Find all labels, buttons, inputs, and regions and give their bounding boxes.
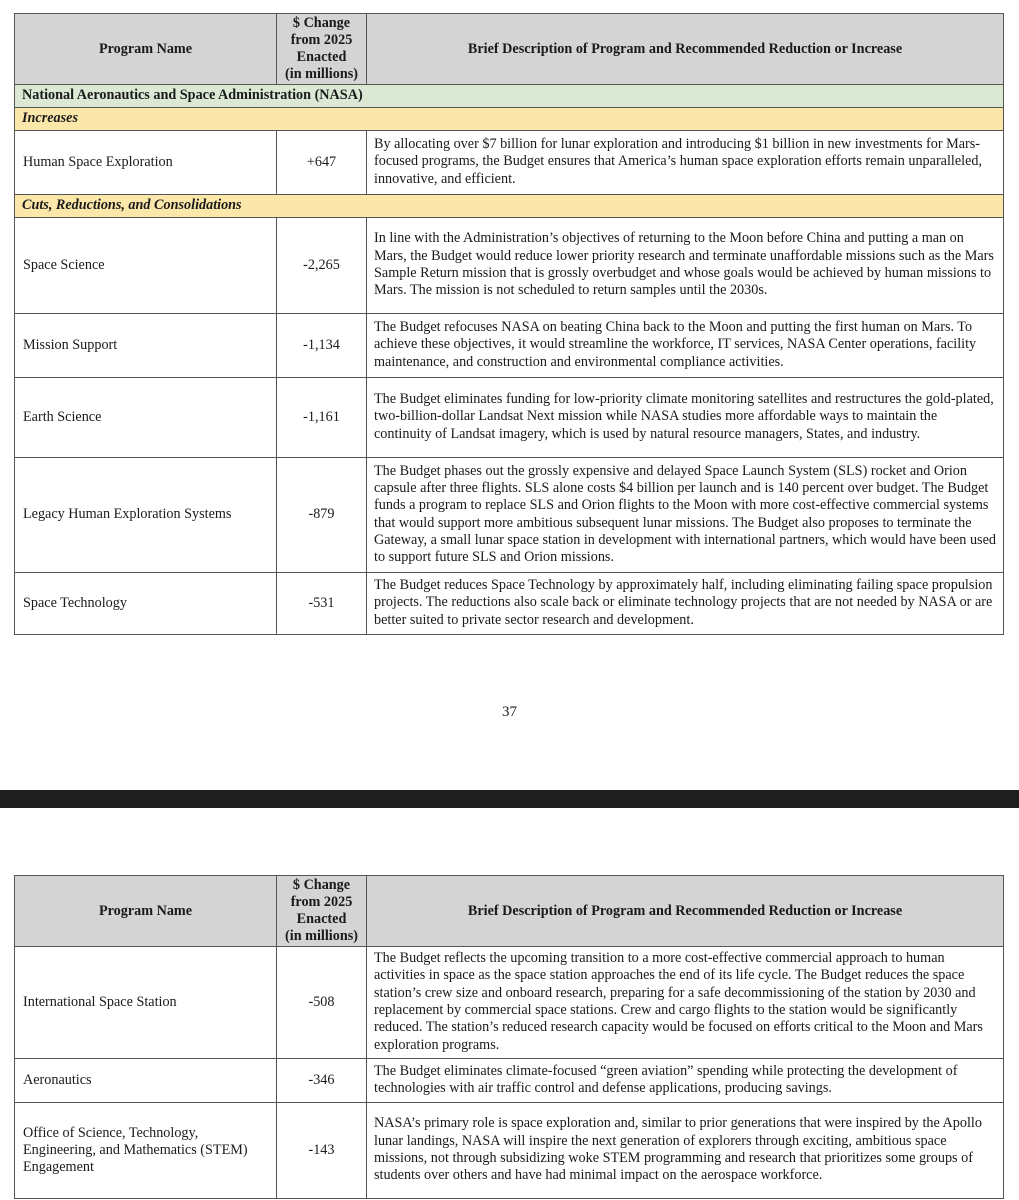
section-label-increases: Increases	[15, 108, 1004, 131]
table-row	[15, 131, 1004, 195]
table-row	[15, 458, 1004, 573]
description-cell: In line with the Administration’s objectives of returning to the Moon before China and putting a man on Mars, the Budget would reduce lower priority research and terminate unaffordable missions such as the Mars Sample Return mission that is grossly overbudget and whose goals would be achieved by human missions to Mars. The mission is not scheduled to return samples until the 2030s.	[367, 218, 1004, 314]
description-header: Brief Description of Program and Recommended Reduction or Increase	[367, 876, 1004, 947]
change-cell: -879	[277, 458, 367, 573]
change-cell: +647	[277, 131, 367, 195]
description-cell: The Budget reduces Space Technology by approximately half, including eliminating failing space propulsion projects. The reductions also scale back or eliminate technology projects that are not needed by NASA or are better suited to private sector research and development.	[367, 573, 1004, 635]
table-row	[15, 947, 1004, 1059]
change-header-line: $ Change	[292, 877, 351, 893]
program-name-cell: Mission Support	[15, 314, 277, 378]
change-cell: -1,134	[277, 314, 367, 378]
table-row	[15, 314, 1004, 378]
table-row	[15, 378, 1004, 458]
section-row-increases	[15, 108, 1004, 131]
table-row	[15, 218, 1004, 314]
change-header	[277, 876, 367, 947]
budget-table-page-37	[14, 13, 1004, 635]
description-cell: By allocating over $7 billion for lunar exploration and introducing $1 billion in new investments for Mars-focused programs, the Budget ensures that America’s human space exploration efforts remain unparalleled, innovative, and efficient.	[367, 131, 1004, 195]
description-header: Brief Description of Program and Recommended Reduction or Increase	[367, 14, 1004, 85]
change-header-line: from 2025	[290, 894, 353, 910]
table-row	[15, 1059, 1004, 1103]
description-cell: NASA’s primary role is space exploration and, similar to prior generations that were inspired by the Apollo lunar landings, NASA will inspire the next generation of explorers through exciting, ambitious space missions, not through subsidizing woke STEM programming and research that prioritizes some groups of students over others and have had minimal impact on the aerospace workforce.	[367, 1103, 1004, 1199]
description-cell: The Budget eliminates funding for low-priority climate monitoring satellites and restructures the gold-plated, two-billion-dollar Landsat Next mission while NASA studies more affordable ways to maintain the continuity of Landsat imagery, which is used by natural resource managers, States, and industry.	[367, 378, 1004, 458]
page-number: 37	[502, 704, 517, 720]
change-cell: -143	[277, 1103, 367, 1199]
program-name-header: Program Name	[15, 14, 277, 85]
change-cell: -1,161	[277, 378, 367, 458]
section-label-cuts: Cuts, Reductions, and Consolidations	[15, 195, 1004, 218]
agency-row	[15, 85, 1004, 108]
change-header-line: from 2025	[290, 32, 353, 48]
agency-title: National Aeronautics and Space Administration (NASA)	[15, 85, 1004, 108]
description-cell: The Budget phases out the grossly expensive and delayed Space Launch System (SLS) rocket and Orion capsule after three flights. SLS alone costs $4 billion per launch and is 140 percent over budget. The Budget funds a program to replace SLS and Orion flights to the Moon with more cost-effective commercial systems that would support more ambitious subsequent lunar missions. The Budget also proposes to terminate the Gateway, a small lunar space station in development with international partners, which would have been used to support future SLS and Orion missions.	[367, 458, 1004, 573]
program-name-cell: Aeronautics	[15, 1059, 277, 1103]
table-row	[15, 1103, 1004, 1199]
table-header-row	[15, 876, 1004, 947]
description-cell: The Budget refocuses NASA on beating China back to the Moon and putting the first human on Mars. To achieve these objectives, it would streamline the workforce, IT services, NASA Center operations, facility maintenance, and construction and environmental compliance activities.	[367, 314, 1004, 378]
program-name-header: Program Name	[15, 876, 277, 947]
change-cell: -531	[277, 573, 367, 635]
table-header-row	[15, 14, 1004, 85]
program-name-cell: Human Space Exploration	[15, 131, 277, 195]
program-name-cell: Earth Science	[15, 378, 277, 458]
program-name-cell: Space Science	[15, 218, 277, 314]
description-cell: The Budget eliminates climate-focused “green aviation” spending while protecting the development of technologies with air traffic control and defense applications, producing savings.	[367, 1059, 1004, 1103]
change-header	[277, 14, 367, 85]
change-header-line: Enacted	[296, 49, 347, 65]
table-row	[15, 573, 1004, 635]
section-row-cuts	[15, 195, 1004, 218]
program-name-cell: International Space Station	[15, 947, 277, 1059]
change-cell: -508	[277, 947, 367, 1059]
program-name-cell: Space Technology	[15, 573, 277, 635]
program-name-cell: Legacy Human Exploration Systems	[15, 458, 277, 573]
page-divider	[0, 790, 1019, 808]
change-header-line: (in millions)	[285, 66, 358, 82]
description-cell: The Budget reflects the upcoming transition to a more cost-effective commercial approach to human activities in space as the space station approaches the end of its life cycle. The Budget reduces the space station’s crew size and onboard research, preparing for a safe decommissioning of the station by 2030 and replacement by commercial space stations. Crew and cargo flights to the station would be significantly reduced. The station’s reduced research capacity would be focused on efforts critical to the Moon and Mars exploration programs.	[367, 947, 1004, 1059]
budget-table-page-38	[14, 875, 1004, 1199]
program-name-cell: Office of Science, Technology, Engineering, and Mathematics (STEM) Engagement	[15, 1103, 277, 1199]
change-cell: -2,265	[277, 218, 367, 314]
change-header-line: $ Change	[292, 15, 351, 31]
change-header-line: (in millions)	[285, 928, 358, 944]
change-header-line: Enacted	[296, 911, 347, 927]
change-cell: -346	[277, 1059, 367, 1103]
